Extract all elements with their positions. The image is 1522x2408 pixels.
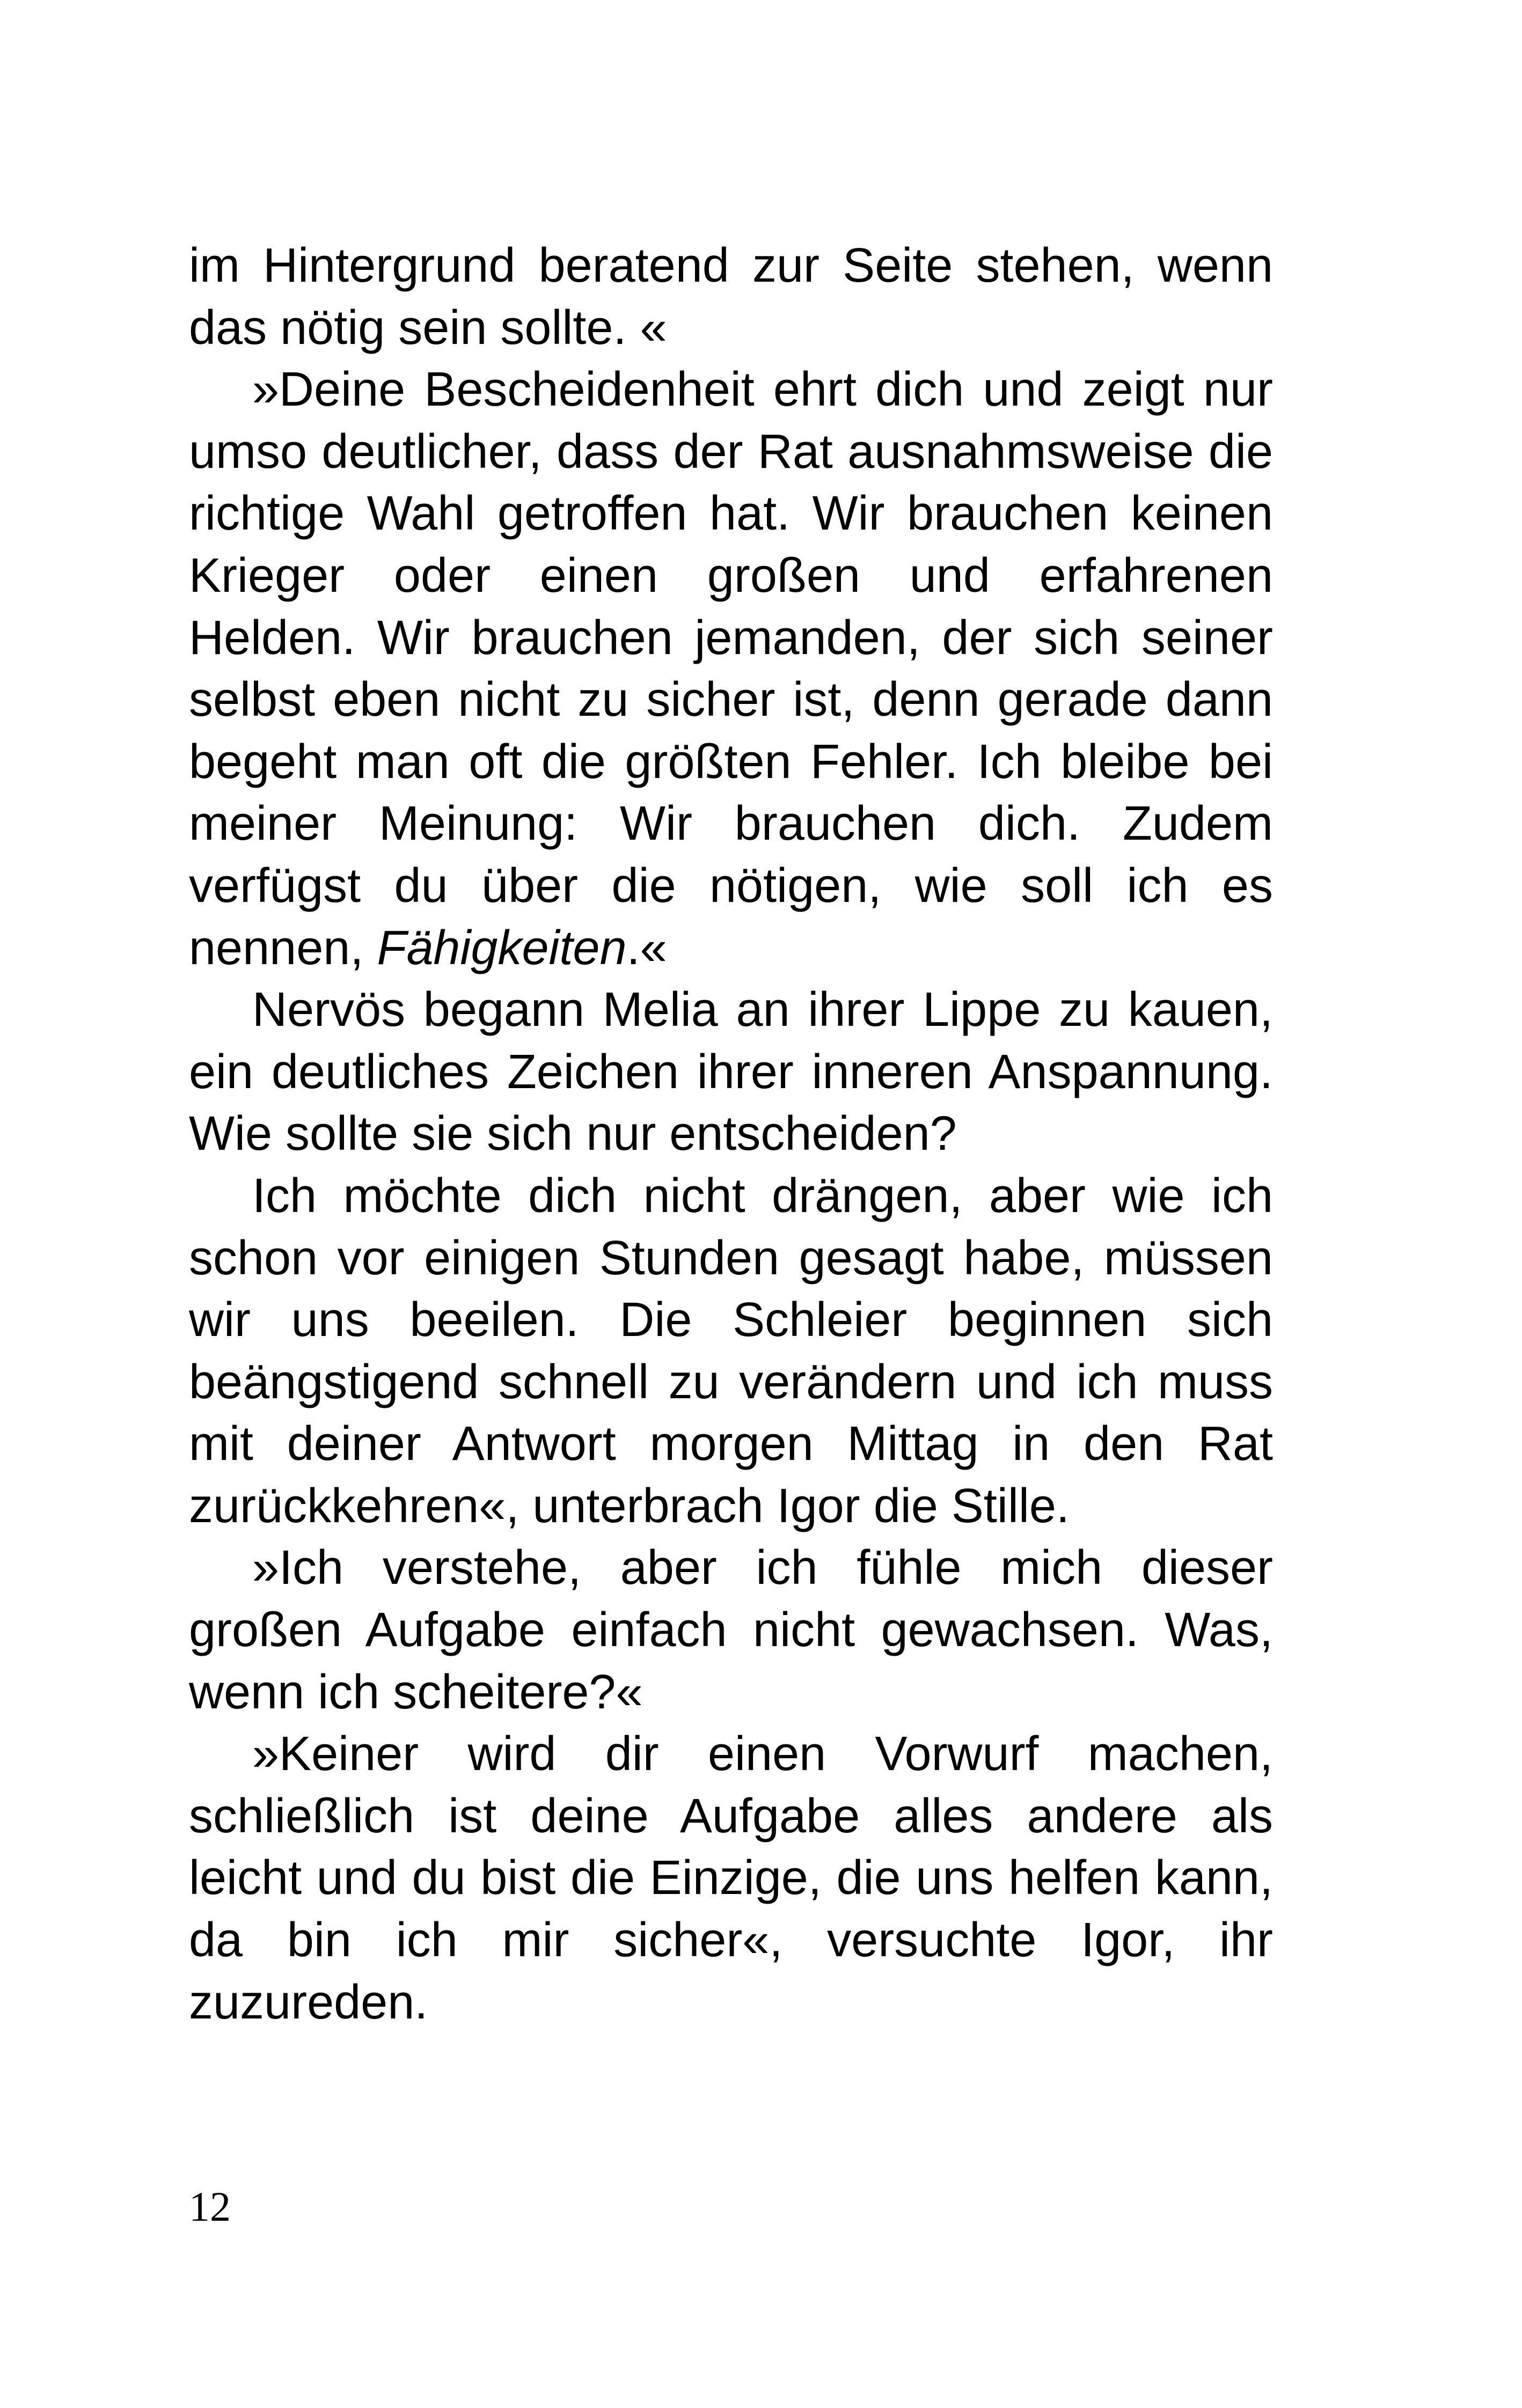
paragraph-6: »Keiner wird dir einen Vorwurf machen, schließlich ist deine Aufgabe alles andere als leicht und du bist die Einzige, die uns helfen kann, da bin ich mir sicher«, versuchte Igor, ihr zuzureden.	[189, 1727, 1273, 2029]
paragraph-3: Nervös begann Melia an ihrer Lippe zu kauen, ein deutliches Zeichen ihrer inneren Anspannung. Wie sollte sie sich nur entscheiden?	[189, 983, 1273, 1161]
page-number: 12	[189, 2183, 231, 2230]
paragraph-2-italic: Fähigkeiten	[377, 921, 627, 975]
paragraph-4: Ich möchte dich nicht drängen, aber wie ich schon vor einigen Stunden gesagt habe, müssen wir uns beeilen. Die Schleier beginnen sich beängstigend schnell zu verändern und ich muss mit deiner Antwort morgen Mittag in den Rat zurückkehren«, unterbrach Igor die Stille.	[189, 1169, 1273, 1533]
paragraph-2-text: »Deine Bescheidenheit ehrt dich und zeigt nur umso deutlicher, dass der Rat ausnahmsweise die richtige Wahl getroffen hat. Wir brauchen keinen Krieger oder einen großen und erfahrenen Helden. Wir brauchen jemanden, der sich seiner selbst eben nicht zu sicher ist, denn gerade dann begeht man oft die größten Fehler. Ich bleibe bei meiner Meinung: Wir brauchen dich. Zudem verfügst du über die nötigen, wie soll ich es nennen,	[189, 363, 1273, 975]
body-text	[189, 235, 1273, 2033]
paragraph-2	[189, 359, 1273, 979]
paragraph-1: im Hintergrund beratend zur Seite stehen, wenn das nötig sein sollte. «	[189, 239, 1273, 355]
paragraph-5: »Ich verstehe, aber ich fühle mich dieser großen Aufgabe einfach nicht gewachsen. Was, wenn ich scheitere?«	[189, 1541, 1273, 1719]
paragraph-2-tail: .«	[626, 921, 667, 975]
